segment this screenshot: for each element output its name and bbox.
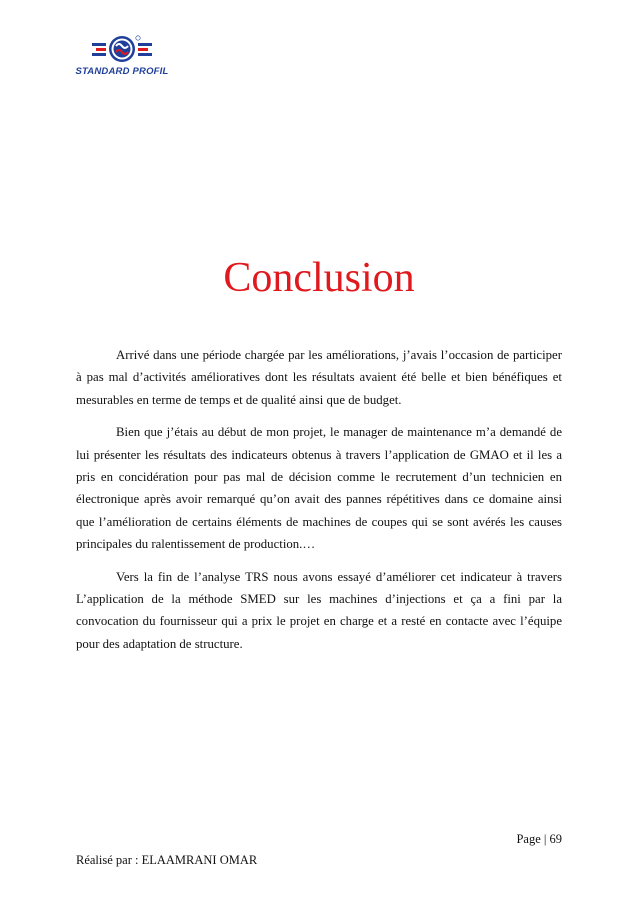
logo-text: STANDARD PROFIL [75, 66, 169, 77]
author-footer: Réalisé par : ELAAMRANI OMAR [76, 853, 258, 867]
page-title: Conclusion [223, 255, 415, 301]
standard-profil-emblem-icon [72, 34, 172, 66]
conclusion-body [76, 344, 562, 665]
page-number: Page | 69 [516, 832, 562, 846]
company-logo [72, 34, 172, 80]
paragraph-2: Bien que j’étais au début de mon projet, le manager de maintenance m’a demandé de lui présenter les résultats des indicateurs obtenus à travers l’application de GMAO et il les a pris en concidération pour pas mal de décision comme le recrutement d’un technicien en électronique après avoir remarqué qu’on avait des pannes répétitives dans ce domaine ainsi que l’amélioration de certains éléments de machines de coupes qui se sont avérés les causes principales du ralentissement de production.… [76, 425, 562, 552]
paragraph-3: Vers la fin de l’analyse TRS nous avons essayé d’améliorer cet indicateur à travers L’application de la méthode SMED sur les machines d’injections et ça a fini par la convocation du fournisseur qui a prix le projet en charge et a resté en contacte avec l’équipe pour des adaptation de structure. [76, 569, 562, 651]
paragraph-1: Arrivé dans une période chargée par les améliorations, j’avais l’occasion de participer à pas mal d’activités amélioratives dont les résultats avaient été belle et bien bénéfiques et mesurables en terme de temps et de qualité ainsi que de budget. [76, 348, 562, 407]
